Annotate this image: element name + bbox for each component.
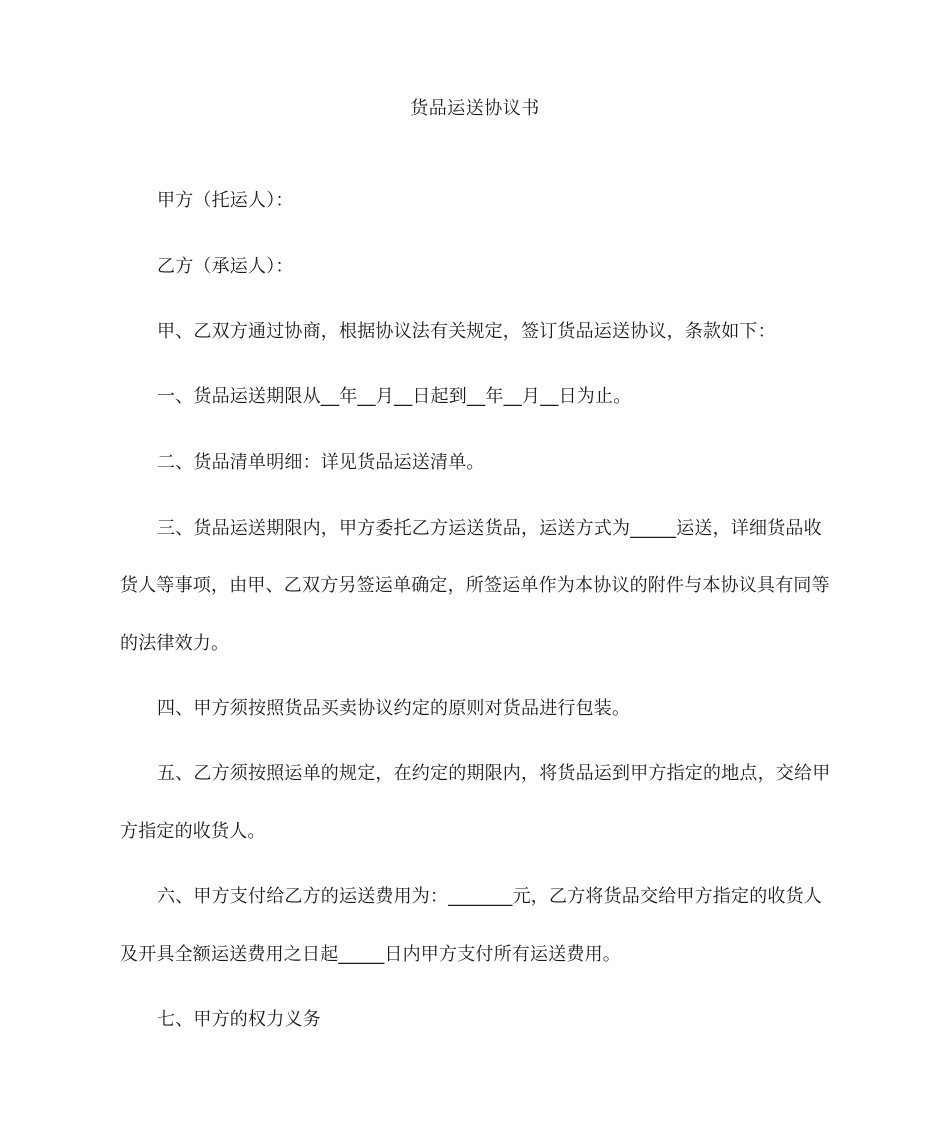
clause-3-line-1: 三、货品运送期限内，甲方委托乙方运送货品，运送方式为_____运送，详细货品收 <box>157 518 822 539</box>
party-a-line: 甲方（托运人）： <box>157 190 294 211</box>
clause-7-line: 七、甲方的权力义务 <box>157 1009 321 1030</box>
clause-4-line: 四、甲方须按照货品买卖协议约定的原则对货品进行包装。 <box>157 698 631 719</box>
clause-5-line-1: 五、乙方须按照运单的规定，在约定的期限内，将货品运到甲方指定的地点，交给甲 <box>157 763 831 784</box>
clause-6-line-1: 六、甲方支付给乙方的运送费用为：_______元，乙方将货品交给甲方指定的收货人 <box>157 886 822 907</box>
clause-1-line: 一、货品运送期限从__年__月__日起到__年__月__日为止。 <box>157 386 632 407</box>
preamble-line: 甲、乙双方通过协商，根据协议法有关规定，签订货品运送协议，条款如下： <box>157 321 776 342</box>
clause-3-line-2: 货人等事项，由甲、乙双方另签运单确定，所签运单作为本协议的附件与本协议具有同等 <box>120 575 830 596</box>
clause-6-line-2: 及开具全额运送费用之日起_____日内甲方支付所有运送费用。 <box>120 944 621 965</box>
clause-5-line-2: 方指定的收货人。 <box>120 821 266 842</box>
document-title: 货品运送协议书 <box>410 98 540 119</box>
party-b-line: 乙方（承运人）： <box>157 256 294 277</box>
clause-3-line-3: 的法律效力。 <box>120 633 230 654</box>
clause-2-line: 二、货品清单明细：详见货品运送清单。 <box>157 452 485 473</box>
